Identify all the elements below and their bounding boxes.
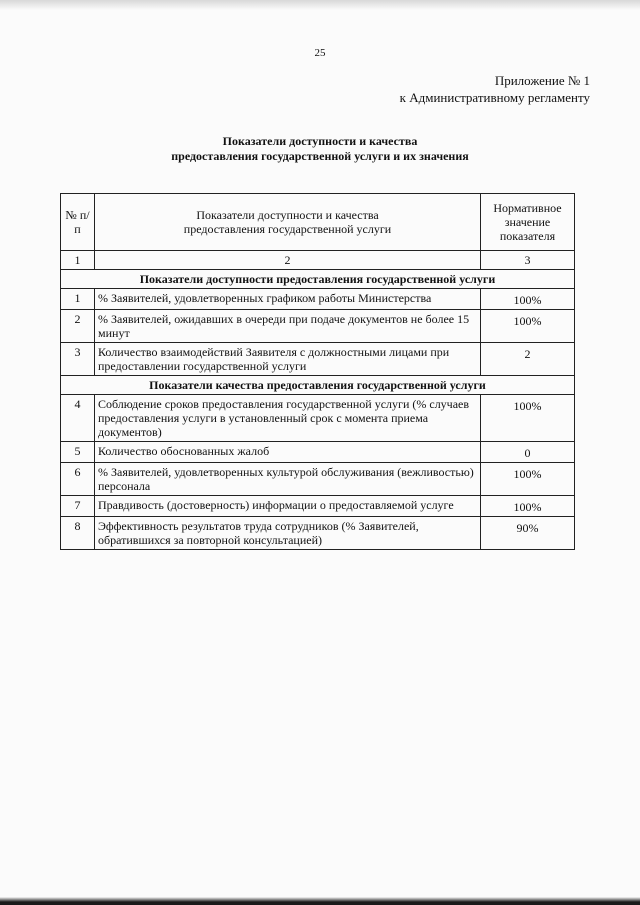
page-number: 25	[314, 47, 326, 59]
header-indicator: Показатели доступности и качества предоставления государственной услуги	[95, 194, 481, 251]
table-row	[61, 343, 575, 376]
section-title: Показатели доступности предоставления государственной услуги	[61, 270, 575, 289]
column-index-row	[61, 251, 575, 270]
title-line-1: Показатели доступности и качества	[222, 134, 418, 148]
scan-edge-bottom	[0, 897, 640, 905]
row-number: 4	[61, 395, 95, 442]
row-number: 1	[61, 289, 95, 310]
table-row	[61, 310, 575, 343]
table-row	[61, 395, 575, 442]
annex-line-1: Приложение № 1	[494, 73, 590, 88]
table-row	[61, 463, 575, 496]
indicators-table	[60, 193, 575, 550]
row-value: 100%	[481, 463, 575, 496]
row-value: 0	[481, 442, 575, 463]
row-number: 3	[61, 343, 95, 376]
table-row	[61, 517, 575, 550]
table-row	[61, 496, 575, 517]
row-value: 100%	[481, 289, 575, 310]
title-line-2: предоставления государственной услуги и их значения	[171, 149, 469, 163]
row-value: 100%	[481, 395, 575, 442]
row-number: 7	[61, 496, 95, 517]
row-number: 8	[61, 517, 95, 550]
row-value: 100%	[481, 496, 575, 517]
row-indicator: Правдивость (достоверность) информации о предоставляемой услуге	[95, 496, 481, 517]
row-value: 2	[481, 343, 575, 376]
section-header-row	[61, 376, 575, 395]
section-header-row	[61, 270, 575, 289]
annex-line-2: к Административному регламенту	[399, 90, 590, 105]
header-value: Нормативное значение показателя	[481, 194, 575, 251]
table-body	[61, 251, 575, 550]
row-indicator: Эффективность результатов труда сотрудников (% Заявителей, обратившихся за повторной консультацией)	[95, 517, 481, 550]
row-indicator: % Заявителей, ожидавших в очереди при подаче документов не более 15 минут	[95, 310, 481, 343]
row-value: 100%	[481, 310, 575, 343]
scan-edge-top	[0, 0, 640, 10]
column-index-cell: 3	[481, 251, 575, 270]
table-row	[61, 289, 575, 310]
row-indicator: Количество обоснованных жалоб	[95, 442, 481, 463]
row-indicator: Количество взаимодействий Заявителя с должностными лицами при предоставлении государственной услуги	[95, 343, 481, 376]
annex-caption	[400, 72, 590, 106]
row-number: 2	[61, 310, 95, 343]
row-number: 5	[61, 442, 95, 463]
row-indicator: % Заявителей, удовлетворенных графиком работы Министерства	[95, 289, 481, 310]
row-number: 6	[61, 463, 95, 496]
table-header-row	[61, 194, 575, 251]
row-value: 90%	[481, 517, 575, 550]
header-num: № п/п	[61, 194, 95, 251]
table-row	[61, 442, 575, 463]
column-index-cell: 2	[95, 251, 481, 270]
row-indicator: Соблюдение сроков предоставления государственной услуги (% случаев предоставления услуги в установленный срок с момента приема документов)	[95, 395, 481, 442]
column-index-cell: 1	[61, 251, 95, 270]
section-title: Показатели качества предоставления государственной услуги	[61, 376, 575, 395]
row-indicator: % Заявителей, удовлетворенных культурой обслуживания (вежливостью) персонала	[95, 463, 481, 496]
document-title	[0, 134, 640, 164]
